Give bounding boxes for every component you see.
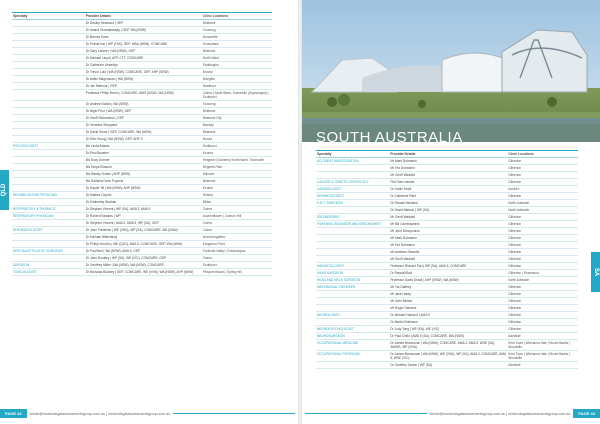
location-cell: Brisbane xyxy=(202,49,216,53)
location-cell: Mangilla xyxy=(202,77,215,81)
specialty-cell xyxy=(12,136,85,142)
table-row xyxy=(316,249,578,256)
location-cell: Gilberton xyxy=(508,243,522,247)
state-tab-sa[interactable] xyxy=(591,252,600,292)
location-cell: Gilberton xyxy=(508,180,522,184)
table-row xyxy=(12,185,272,192)
table-row xyxy=(12,76,272,83)
location-cell: Kooma xyxy=(202,151,213,155)
provider-cell: Dr Barney Kane xyxy=(85,35,109,39)
provider-cell: Ms Linda Adams xyxy=(85,144,110,148)
location-cell: Gilberton | Rosewood xyxy=(508,271,539,275)
specialty-cell xyxy=(12,34,85,40)
table-row xyxy=(316,242,578,249)
provider-cell: Mr Geoff Waddell xyxy=(390,215,415,219)
location-cell: Gilberton xyxy=(508,299,522,303)
location-cell: Gilberton xyxy=(508,292,522,296)
location-cell: North Adelaide xyxy=(508,201,530,205)
provider-cell: Mr Andreas Sarantis xyxy=(390,250,420,254)
specialty-cell xyxy=(12,27,85,33)
location-cell: Cairns | North Ward, Townsville (Hypnologist) | Southport xyxy=(202,91,269,99)
specialty-cell xyxy=(12,83,85,89)
provider-cell: Dr Geoffrey Tauton | WP (SA) xyxy=(390,363,433,367)
provider-cell: Mr Roger Sanders xyxy=(390,306,417,310)
table-row xyxy=(12,241,272,248)
specialty-cell xyxy=(12,157,85,163)
provider-cell: Dr Desley Seawood | GEP xyxy=(85,21,124,25)
specialty-cell xyxy=(12,150,85,156)
specialty-cell: RESPIRATORY & THORACIC xyxy=(13,207,56,211)
provider-cell: Mr Geoff Waddell xyxy=(390,173,415,177)
table-row xyxy=(12,101,272,108)
specialty-cell: NEUROLOGIST xyxy=(317,313,341,317)
specialty-cell: ENGINEERING xyxy=(317,215,340,219)
location-cell: Paddington xyxy=(202,63,219,67)
table-row xyxy=(316,200,578,207)
location-cell: Helgrave (Gardens) North Ward, Townsville xyxy=(202,158,265,162)
specialty-cell xyxy=(12,62,85,68)
location-cell: Ashford xyxy=(508,187,520,191)
provider-cell: Mr Jack Hardy xyxy=(390,292,411,296)
location-cell: Kent Town | Winkanna Vale | Mount Barker | Woodville xyxy=(508,352,571,360)
provider-cell: Dr David Watson | WP (SA) xyxy=(390,208,430,212)
location-cell: Cairns xyxy=(202,228,213,232)
table-row xyxy=(12,178,272,185)
specialty-cell: HAND SURGEON xyxy=(317,271,344,275)
specialty-cell xyxy=(316,305,389,311)
col-provider-header: Provider Details xyxy=(85,14,111,18)
location-cell: Toowong xyxy=(202,102,216,106)
specialty-cell xyxy=(12,101,85,107)
specialty-cell: DERMATOLOGIST xyxy=(317,194,345,198)
col-locations-header: Clinic Locations xyxy=(202,14,229,18)
table-header xyxy=(12,12,272,20)
location-cell: Auchenflower | Cannon Hill xyxy=(202,214,242,218)
table-row xyxy=(316,298,578,305)
provider-cell: Dr Veronica Sheppard xyxy=(85,123,118,127)
provider-cell: Dr Paul Cirillo | AMA 5 (SA), COMCARE, WA (NSW) xyxy=(390,334,465,338)
specialty-cell xyxy=(12,41,85,47)
location-cell: Cairns xyxy=(202,256,213,260)
provider-cell: Dr David Stone | GEP, COMCARE, WA (NSW) xyxy=(85,130,152,134)
table-row xyxy=(12,255,272,262)
provider-cell: Dr Ronald Nickland xyxy=(390,201,418,205)
location-cell: Brisbane xyxy=(202,21,216,25)
provider-cell: Dr Justin Heidt xyxy=(390,187,412,191)
specialty-cell xyxy=(316,291,389,297)
provider-cell: Dr Geoff Richardson | GEP xyxy=(85,116,125,120)
state-tab-qld[interactable] xyxy=(0,170,9,210)
location-cell: Hillcrest xyxy=(202,172,215,176)
specialty-cell: MECHANICAL ENGINEER xyxy=(317,285,356,289)
table-row xyxy=(12,206,272,213)
provider-cell: Dr Judy Tang | WP (SA), WE (VIC) xyxy=(390,327,440,331)
col-specialty-header: Specialty xyxy=(13,14,28,18)
specialty-cell: CANCER & GENETIC PATHOLOGY xyxy=(317,180,369,184)
provider-cell: Dr Stephen Vincent | WP (SA), AMA 3, AMA 5 xyxy=(85,207,151,211)
location-cell: Brisbane xyxy=(202,130,216,134)
specialty-cell: REHABILITATION PHYSICIAN xyxy=(13,193,57,197)
table-row xyxy=(12,62,272,69)
location-cell: Gilberton xyxy=(508,166,522,170)
location-cell: Cairns xyxy=(202,221,213,225)
location-cell: Gilberton xyxy=(508,285,522,289)
location-cell: Woolloongabba xyxy=(202,235,225,239)
provider-cell: Prof Dani Vander xyxy=(390,180,415,184)
table-row xyxy=(12,129,272,136)
table-row xyxy=(316,263,578,270)
specialty-cell: CARDIOLOGIST xyxy=(317,187,342,191)
specialty-cell: FORENSIC ENGINEER AND ERGONOMIST xyxy=(317,222,382,226)
table-row xyxy=(316,207,578,214)
specialty-cell xyxy=(12,241,85,247)
table-row xyxy=(12,164,272,171)
location-cell: Robina xyxy=(202,193,213,197)
location-cell: Brisbane xyxy=(202,109,216,113)
provider-cell: Dr Hayde Till | WA (NSW), AHP (NSW) xyxy=(85,186,141,190)
footer-rule xyxy=(305,413,427,414)
table-row xyxy=(12,269,272,276)
provider-cell: Dr Stephen Vincent | AMA 3, AMA 5, WP (SA), GEP xyxy=(85,221,159,225)
specialty-cell xyxy=(12,220,85,226)
left-page xyxy=(0,0,298,424)
table-row xyxy=(12,90,272,101)
specialty-cell xyxy=(12,129,85,135)
provider-cell: Dr Michael Wiltenburg xyxy=(85,235,118,239)
table-row xyxy=(316,179,578,186)
provider-cell: Professor Phillip Morris | COMCARE, AWS (NSW), WA (NSW) xyxy=(85,91,174,95)
provider-cell: Dr Nicholas Buckley | GEP, COMCARE, WE (VHA), WA (NSW), AHP (NSW) xyxy=(85,270,194,274)
provider-table-qld xyxy=(12,12,272,276)
provider-cell: Dr Gary Lardner | WA (NSW), GEP xyxy=(85,49,136,53)
table-row xyxy=(12,20,272,27)
location-cell: Kangaroo Point xyxy=(202,242,225,246)
provider-cell: Dr Martin Robinson xyxy=(390,320,418,324)
provider-cell: Mr Ted Dohmann xyxy=(390,243,415,247)
location-cell: Gilberton xyxy=(508,257,522,261)
provider-cell: Ms Darlisha Doris Popovic xyxy=(85,179,124,183)
table-header xyxy=(316,150,578,158)
location-cell: Gilberton xyxy=(508,236,522,240)
specialty-cell xyxy=(12,178,85,184)
location-cell: Cairns xyxy=(202,207,213,211)
specialty-cell xyxy=(316,235,389,241)
table-row xyxy=(316,228,578,235)
specialty-cell xyxy=(12,185,85,191)
table-row xyxy=(12,150,272,157)
table-row xyxy=(316,362,578,369)
specialty-cell xyxy=(316,319,389,325)
footer-contact[interactable]: admin@medicolegalassessmentsgroup.com.au | medicolegalassessmentsgroup.com.au xyxy=(429,411,571,416)
table-row xyxy=(12,248,272,255)
specialty-cell xyxy=(316,362,389,368)
provider-cell: Ms Tanya Ellasom xyxy=(85,165,112,169)
col-locations-header: Clinic Locations xyxy=(508,152,534,156)
location-cell: Gilberton xyxy=(508,306,522,310)
table-row xyxy=(316,326,578,333)
specialty-cell: ACCIDENT INVESTIGATION xyxy=(317,159,359,163)
table-row xyxy=(12,199,272,206)
provider-cell: Dr Robert Edwards | WP xyxy=(85,214,121,218)
table-row xyxy=(12,192,272,199)
provider-cell: Dr John Frederick | WE (VHA), WP (SA), COMCARE, WA (NSW) xyxy=(85,228,178,232)
specialty-cell xyxy=(12,255,85,261)
specialty-cell xyxy=(12,48,85,54)
footer-left xyxy=(0,409,298,418)
location-cell: Pimpam Beach | Spring Hill xyxy=(202,270,242,274)
specialty-cell: NEUROSURGEON xyxy=(317,334,345,338)
location-cell: Southport xyxy=(202,144,217,148)
provider-cell: Ms Wendy Gollan | AHP (NSW) xyxy=(85,172,131,176)
location-cell: Gilberton xyxy=(508,173,522,177)
provider-cell: Dr Michael Harbord | AMA 5 xyxy=(390,313,430,317)
provider-cell: Dr John Dunkley | WP (SA), WE (VIC), COMCARE, GEP xyxy=(85,256,167,260)
col-provider-header: Provider Details xyxy=(390,152,416,156)
page-number: PAGE 43 xyxy=(573,409,600,418)
specialty-cell: RHEUMATOLOGIST xyxy=(13,228,43,232)
provider-cell: Professor David Durali | AHP (NSW), WA (NSW) xyxy=(390,278,459,282)
state-tab-label: SA xyxy=(593,267,599,277)
table-row xyxy=(12,115,272,122)
table-row xyxy=(316,291,578,298)
location-cell: Gilberton xyxy=(508,229,522,233)
location-cell: Noosaville xyxy=(202,35,218,39)
specialty-cell xyxy=(12,55,85,61)
location-cell: Southport xyxy=(202,263,217,267)
table-row xyxy=(12,157,272,164)
provider-cell: Dr James Brancovan | WA (NSW), WE (VHA), WP (SA), AMA 3, COMCARE, AMA 5, WSE (VIC) xyxy=(390,352,506,360)
provider-cell: Mr Mark Dohmann xyxy=(390,159,417,163)
specialty-cell xyxy=(12,90,85,100)
specialty-cell: TOXICOLOGIST xyxy=(13,270,37,274)
provider-cell: Dr Michael Lloyd | AFP, CTT, COMCARE xyxy=(85,56,144,60)
provider-cell: Dr Anand Gunadasrapty | GEP, WA (NSW) xyxy=(85,28,146,32)
location-cell: Gilberton xyxy=(508,159,522,163)
table-row xyxy=(316,333,578,340)
table-row xyxy=(316,172,578,179)
footer-right xyxy=(302,409,600,418)
location-cell: Fortitude Valley | Greenslopes xyxy=(202,249,246,253)
provider-cell: Dr Catherine Reid xyxy=(390,194,416,198)
location-cell: Adelaide xyxy=(508,363,521,367)
specialty-cell xyxy=(12,20,85,26)
table-row xyxy=(316,312,578,319)
specialty-cell: NEUROPSYCHOLOGIST xyxy=(317,327,354,331)
table-row xyxy=(12,69,272,76)
specialty-cell: HAEMATOLOGIST xyxy=(317,264,345,268)
table-row xyxy=(316,351,578,362)
location-cell: Gilberton xyxy=(508,327,522,331)
table-row xyxy=(12,27,272,34)
location-cell: Brisbane City xyxy=(202,116,222,120)
location-cell: Kedron xyxy=(202,186,214,190)
table-row xyxy=(316,221,578,228)
table-row xyxy=(12,234,272,241)
provider-cell: Dr Paul Bowden xyxy=(85,151,109,155)
table-row xyxy=(316,277,578,284)
provider-cell: Dr Catherine Llewellyn xyxy=(85,63,118,67)
specialty-cell: PSYCHOLOGIST xyxy=(13,144,39,148)
location-cell: North Ward xyxy=(202,56,219,60)
specialty-cell xyxy=(316,207,389,213)
page-title: SOUTH AUSTRALIA xyxy=(316,129,463,146)
adelaide-oval-photo xyxy=(302,0,600,142)
table-row xyxy=(316,284,578,291)
table-row xyxy=(316,319,578,326)
table-row xyxy=(12,171,272,178)
provider-cell: Dr James Brancovan | WA (NSW), COMCARE, AMA 3, AMA 5, WSE (SA), AWWS, WP (VHA) xyxy=(390,341,496,349)
specialty-cell xyxy=(12,122,85,128)
specialty-cell: SURGEON xyxy=(13,263,30,267)
location-cell: Milton xyxy=(202,200,212,204)
specialty-cell xyxy=(12,108,85,114)
table-row xyxy=(316,158,578,165)
table-row xyxy=(316,256,578,263)
provider-cell: Mr Bill Camboyannis xyxy=(390,222,420,226)
specialty-cell: OCCUPATIONAL MEDICINE xyxy=(317,341,359,345)
page-number: PAGE 42 xyxy=(0,409,27,418)
provider-cell: Professor Richard Pari | WP (SA), AMA 5, COMCARE xyxy=(390,264,467,268)
table-row xyxy=(316,305,578,312)
location-cell: Bowral xyxy=(202,70,213,74)
provider-cell: Dr Paul Bell | WA (NSW), AMA 5, GEP xyxy=(85,249,140,253)
location-cell: Gilberton xyxy=(508,215,522,219)
specialty-cell xyxy=(12,199,85,205)
provider-cell: Dr Prahat Kar | WP (TAS), GEP, WAA (NSW), COMCARE xyxy=(85,42,168,46)
specialty-cell xyxy=(316,256,389,262)
location-cell: Regents Park xyxy=(202,165,223,169)
location-cell: Nambour xyxy=(202,84,216,88)
specialty-cell xyxy=(316,165,389,171)
provider-cell: Mr Yia Gaffney xyxy=(390,285,412,289)
table-row xyxy=(12,34,272,41)
provider-cell: Dr Marlies Copner xyxy=(85,193,112,197)
provider-cell: Ms Suzy Dormer xyxy=(85,158,110,162)
table-row xyxy=(12,55,272,62)
provider-cell: Dr Kimberley Strahan xyxy=(85,200,117,204)
provider-cell: Dr Ellis Young | WA (NSW), GEP, AHP S xyxy=(85,137,143,141)
table-row xyxy=(316,214,578,221)
specialty-cell: HEAD AND NECK SURGEON xyxy=(317,278,361,282)
location-cell: Mackay xyxy=(202,123,214,127)
provider-cell: Dr Aiden Magnusson | WA (NSW) xyxy=(85,77,134,81)
table-row xyxy=(12,108,272,115)
specialty-cell xyxy=(12,76,85,82)
location-cell: North Adelaide xyxy=(508,208,530,212)
provider-table-sa xyxy=(316,150,578,369)
location-cell: Noosa xyxy=(202,137,213,141)
location-cell: Sunnybank xyxy=(202,42,219,46)
provider-cell: Mr Mark Dohmann xyxy=(390,236,417,240)
provider-cell: Dr Nigel Prior | WA (NSW), GEP xyxy=(85,109,132,113)
table-row xyxy=(316,340,578,351)
table-row xyxy=(12,136,272,143)
location-cell: Gilberton xyxy=(508,250,522,254)
specialty-cell xyxy=(12,171,85,177)
location-cell: Gilberton xyxy=(508,264,522,268)
right-page xyxy=(302,0,600,424)
table-row xyxy=(12,213,272,220)
footer-rule xyxy=(173,413,295,414)
location-cell: Gilberton xyxy=(508,320,522,324)
specialty-cell xyxy=(316,172,389,178)
table-row xyxy=(12,227,272,234)
specialty-cell xyxy=(12,69,85,75)
table-row xyxy=(12,41,272,48)
provider-cell: Mr Geoff Waddell xyxy=(390,257,415,261)
footer-contact[interactable]: admin@medicolegalassessmentsgroup.com.au | medicolegalassessmentsgroup.com.au xyxy=(29,411,171,416)
provider-cell: Dr Andrew Nollan | WA (NSW) xyxy=(85,102,129,106)
table-row xyxy=(12,143,272,150)
specialty-cell xyxy=(316,242,389,248)
table-row xyxy=(316,235,578,242)
specialty-cell xyxy=(316,298,389,304)
location-cell: Gilberton xyxy=(508,194,522,198)
specialty-cell: E.N.T. SURGEON xyxy=(317,201,343,205)
table-row xyxy=(12,48,272,55)
specialty-cell xyxy=(316,249,389,255)
specialty-cell: OCCUPATIONAL PHYSICIAN xyxy=(317,352,360,356)
table-row xyxy=(316,270,578,277)
table-row xyxy=(12,83,272,90)
specialty-cell xyxy=(12,164,85,170)
table-row xyxy=(12,262,272,269)
table-row xyxy=(316,186,578,193)
provider-cell: Dr Phillip Vecchio | WE (QLD), AMA 5, COMCARE, GEP, WA (NSW) xyxy=(85,242,183,246)
provider-cell: Dr Jac Mathoor | GEP xyxy=(85,84,117,88)
provider-cell: Dr Trevor Lutz | WA (NSW), COMCARE, GEP, AHP (NSW) xyxy=(85,70,169,74)
provider-cell: Mr Ted Dohmann xyxy=(390,166,415,170)
provider-cell: Mr John Dimopoulos xyxy=(390,229,420,233)
specialty-cell xyxy=(12,115,85,121)
location-cell: Adelaide xyxy=(508,334,521,338)
provider-cell: Dr Randall Bott xyxy=(390,271,412,275)
table-row xyxy=(12,220,272,227)
location-cell: Gilberton xyxy=(508,313,522,317)
specialty-cell: RESPIRATORY PHYSICIAN xyxy=(13,214,54,218)
specialty-cell: SPECIALIST PLASTIC SURGEON xyxy=(13,249,63,253)
specialty-cell xyxy=(316,228,389,234)
state-tab-label: QLD xyxy=(1,183,7,197)
location-cell: Brisbane xyxy=(202,179,216,183)
provider-cell: Dr Geoffrey Miller | WA (NSW), WA (NSW), COMCARE xyxy=(85,263,164,267)
specialty-cell xyxy=(12,234,85,240)
location-cell: Toowong xyxy=(202,28,216,32)
location-cell: Kent Town | Winkanna Vale | Mount Barker | Woodville xyxy=(508,341,571,349)
provider-cell: Mr John Melton xyxy=(390,299,413,303)
table-row xyxy=(316,165,578,172)
table-row xyxy=(316,193,578,200)
col-specialty-header: Specialty xyxy=(317,152,332,156)
location-cell: Gilberton xyxy=(508,222,522,226)
table-row xyxy=(12,122,272,129)
location-cell: North Adelaide xyxy=(508,278,530,282)
